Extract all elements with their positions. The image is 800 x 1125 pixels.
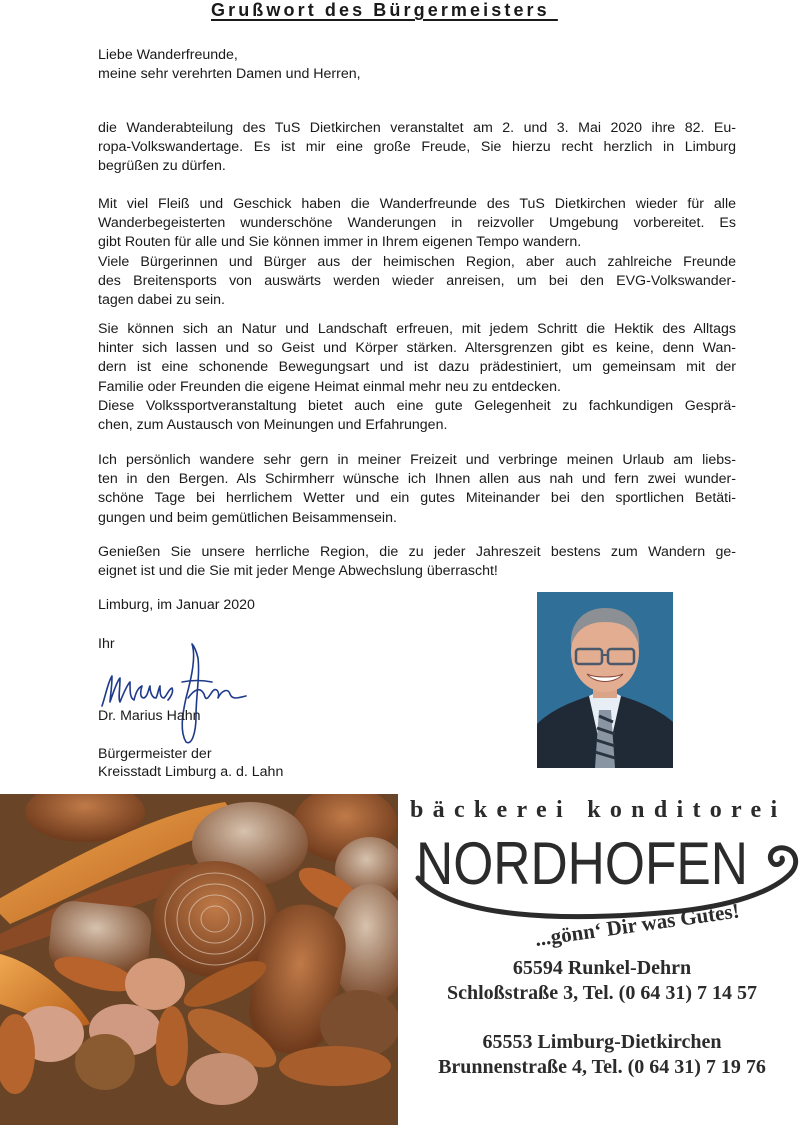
- text-line: Viele Bürgerinnen und Bürger aus der heimischen Region, aber auch zahlreiche Freunde: [98, 253, 736, 270]
- text-line: Familie oder Freunden die eigene Heimat einmal mehr neu zu entdecken.: [98, 378, 561, 395]
- signer-name: Dr. Marius Hahn: [98, 708, 201, 724]
- paragraph-3: [98, 320, 736, 435]
- location-city: 65553 Limburg-Dietkirchen: [482, 1031, 722, 1053]
- place-date: Limburg, im Januar 2020: [98, 597, 255, 613]
- mayor-portrait-photo: [537, 592, 673, 768]
- text-line: ropa-Volkswandertage. Es ist mir eine große Freude, Sie hierzu recht herzlich in Limburg: [98, 139, 736, 156]
- text-line: eignet ist und die Sie mit jeder Menge Abwechslung überrascht!: [98, 563, 498, 580]
- paragraph-1: [98, 119, 736, 177]
- salutation: [98, 46, 361, 84]
- page-title: Grußwort des Bürgermeisters: [211, 0, 558, 20]
- text-line: schöne Tage bei herrlichem Wetter und ein gutes Miteinander bei den sportlichen Betäti-: [98, 490, 736, 507]
- bakery-logo: [412, 822, 800, 954]
- bakery-tagline: bäckerei konditorei: [410, 797, 787, 823]
- signer-role-line: Kreisstadt Limburg a. d. Lahn: [98, 764, 284, 780]
- text-line: ten in den Bergen. Als Schirmherr wünsche ich Ihnen allen aus nah und fern zwei wunder-: [98, 471, 736, 488]
- text-line: gibt Routen für alle und Sie können immer in Ihrem eigenen Tempo wandern.: [98, 234, 582, 251]
- text-line: Wanderbegeisterten wunderschöne Wanderungen in reizvoller Umgebung vorbereitet. Es: [98, 215, 736, 232]
- text-line: die Wanderabteilung des TuS Dietkirchen veranstaltet am 2. und 3. Mai 2020 ihre 82. Eu-: [98, 120, 736, 136]
- text-line: tagen dabei zu sein.: [98, 292, 225, 309]
- brand-wordmark: NORDHOFEN: [416, 830, 748, 897]
- signer-role: [98, 745, 283, 781]
- text-line: Sie können sich an Natur und Landschaft erfreuen, mit jedem Schritt die Hektik des Alltags: [98, 321, 736, 337]
- text-line: des Breitensports von auswärts werden wieder anreisen, um bei den EVG-Volkswander-: [98, 272, 736, 289]
- location-city: 65594 Runkel-Dehrn: [512, 957, 692, 979]
- paragraph-4: [98, 451, 736, 528]
- signer-role-line: Bürgermeister der: [98, 746, 212, 762]
- text-line: gungen und beim gemütlichen Beisammensein.: [98, 509, 397, 526]
- paragraph-2: [98, 195, 736, 310]
- text-line: Diese Volkssportveranstaltung bietet auch eine gute Gelegenheit zu fachkundigen Gesprä-: [98, 397, 736, 414]
- bread-illustration: [0, 794, 398, 1125]
- closing: Ihr: [98, 636, 115, 652]
- text-line: Ich persönlich wandere sehr gern in meiner Freizeit und verbringe meinen Urlaub am liebs-: [98, 452, 736, 468]
- location-address: Schloßstraße 3, Tel. (0 64 31) 7 14 57: [446, 982, 758, 1004]
- location-limburg: [404, 1030, 800, 1080]
- text-line: hinter sich lassen und so Geist und Körper stärken. Altersgrenzen gibt es keine, denn Wan-: [98, 340, 736, 357]
- bakery-slogan: ...gönn‘ Dir was Gutes!: [533, 898, 741, 951]
- text-line: chen, zum Austausch von Meinungen und Erfahrungen.: [98, 417, 448, 434]
- text-line: dern ist eine schonende Bewegungsart und ist dazu prädestiniert, um gemeinsam mit der: [98, 359, 736, 376]
- text-line: Mit viel Fleiß und Geschick haben die Wanderfreunde des TuS Dietkirchen wieder für alle: [98, 196, 736, 212]
- location-runkel: [404, 956, 800, 1006]
- text-line: begrüßen zu dürfen.: [98, 158, 226, 175]
- signature-image: [96, 636, 256, 748]
- location-address: Brunnenstraße 4, Tel. (0 64 31) 7 19 76: [438, 1056, 766, 1078]
- text-line: Genießen Sie unsere herrliche Region, die zu jeder Jahreszeit bestens zum Wandern ge-: [98, 544, 736, 560]
- salutation-line: Liebe Wanderfreunde,: [98, 47, 238, 63]
- bread-photo: [0, 794, 398, 1125]
- portrait-illustration: [537, 592, 673, 768]
- paragraph-5: [98, 543, 736, 581]
- salutation-line: meine sehr verehrten Damen und Herren,: [98, 66, 361, 82]
